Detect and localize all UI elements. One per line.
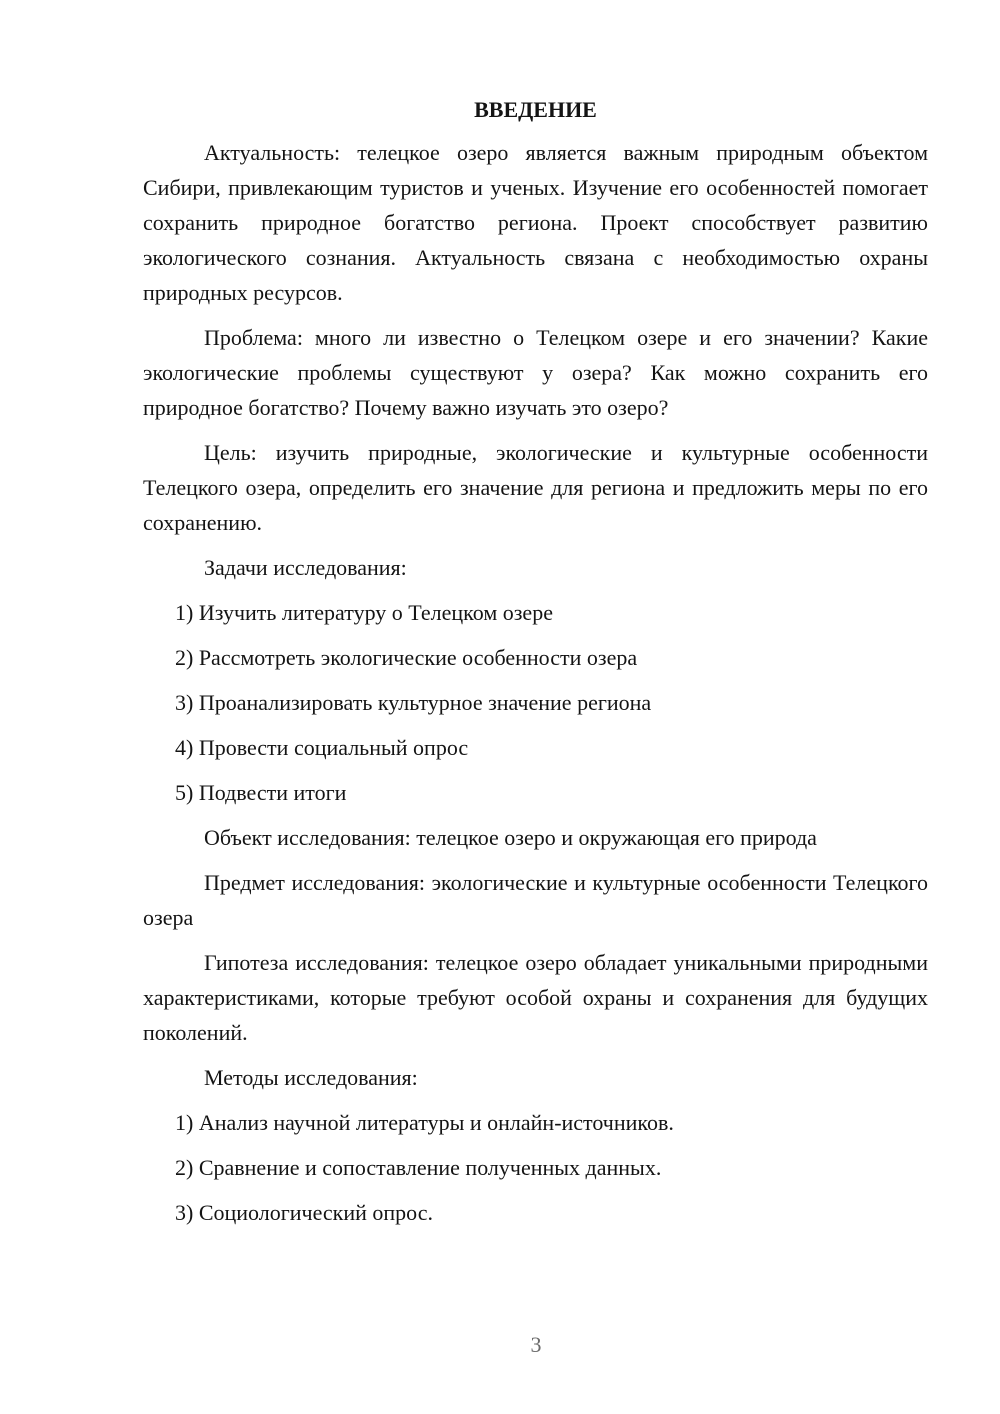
method-item: 1) Анализ научной литературы и онлайн-источников. (175, 1110, 674, 1135)
section-heading: ВВЕДЕНИЕ (474, 97, 597, 122)
problem-paragraph: Проблема: много ли известно о Телецком озере и его значении? Какие экологические проблемы существуют у озера? Как можно сохранить его природное богатство? Почему важно изучать это озеро? (143, 325, 928, 420)
task-item: 5) Подвести итоги (175, 780, 347, 805)
method-item: 2) Сравнение и сопоставление полученных данных. (175, 1155, 662, 1180)
method-item: 3) Социологический опрос. (175, 1200, 433, 1225)
page-number: 3 (530, 1332, 542, 1357)
document-page (143, 92, 928, 1240)
methods-title: Методы исследования: (204, 1065, 418, 1090)
task-item: 3) Проанализировать культурное значение региона (175, 690, 652, 715)
relevance-paragraph: Актуальность: телецкое озеро является важным природным объектом Сибири, привлекающим туристов и ученых. Изучение его особенностей помогает сохранить природное богатство региона. Проект способствует развитию экологического сознания. Актуальность связана с необходимостью охраны природных ресурсов. (143, 140, 928, 305)
task-item: 2) Рассмотреть экологические особенности озера (175, 645, 638, 670)
tasks-title: Задачи исследования: (204, 555, 407, 580)
goal-paragraph: Цель: изучить природные, экологические и культурные особенности Телецкого озера, определить его значение для региона и предложить меры по его сохранению. (143, 440, 928, 535)
subject-paragraph: Предмет исследования: экологические и культурные особенности Телецкого озера (143, 870, 928, 930)
object-line: Объект исследования: телецкое озеро и окружающая его природа (204, 825, 817, 850)
task-item: 4) Провести социальный опрос (175, 735, 469, 760)
hypothesis-paragraph: Гипотеза исследования: телецкое озеро обладает уникальными природными характеристиками, которые требуют особой охраны и сохранения для будущих поколений. (143, 950, 928, 1045)
task-item: 1) Изучить литературу о Телецком озере (175, 600, 553, 625)
